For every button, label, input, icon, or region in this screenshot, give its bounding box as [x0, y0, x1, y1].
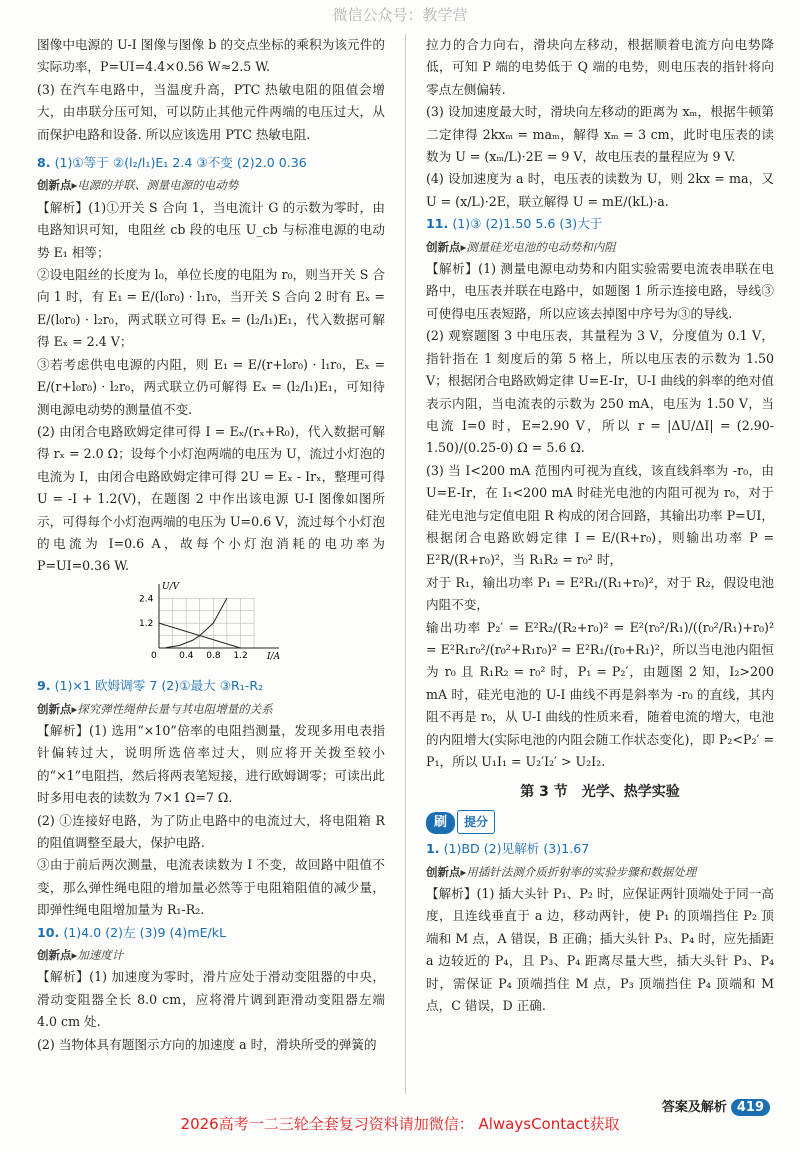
paragraph: ②设电阻丝的长度为 l₀，单位长度的电阻为 r₀，则当开关 S 合向 1 时，有 E₁ = E/(l₀r₀) · l₁r₀，当开关 S 合向 2 时有 Eₓ = E/(l₀r₀) · l₂r₀，两式联立可得 Eₓ = (l₂/l₁)E₁，代入数据可解得 Eₓ = 2.4 V； — [37, 267, 385, 350]
innovation-label: 创新点 — [37, 948, 72, 963]
question-number: 9. — [37, 678, 51, 694]
promo-footer: 2026高考一二三轮全套复习资料请加微信： AlwaysContact获取 — [180, 1115, 620, 1133]
paragraph: 【解析】(1) 测量电源电动势和内阻实验需要电流表串联在电路中，电压表并联在电路中，如题图 1 所示连接电路，导线③可使得电压表短路，所以应该去掉图中序号为③的导线. — [426, 261, 774, 321]
innovation-label: 创新点 — [37, 701, 72, 716]
y-tick-label: 1.2 — [139, 618, 154, 629]
paragraph: 【解析】(1)①开关 S 合向 1，当电流计 G 的示数为零时，由电路知识可知，电阻丝 cb 段的电压 U_cb 与标准电源的电动势 E₁ 相等； — [37, 199, 385, 260]
paragraph: ③若考虑供电电源的内阻，则 E₁ = E/(r+l₀r₀) · l₁r₀，Eₓ = E/(r+l₀r₀) · l₂r₀，两式联立仍可解得 Eₓ = (l₂/l₁)E₁，可知待测电源电动势的测量值不变. — [37, 356, 385, 417]
question-number: 1. — [426, 841, 440, 857]
x-tick-label: 0.4 — [179, 650, 194, 661]
question-number: 8. — [37, 155, 51, 171]
paragraph: 输出功率 P₂′ = E²R₂/(R₂+r₀)² = E²(r₀²/R₁)/((r₀²/R₁)+r₀)² = E²R₁r₀²/(r₀²+R₁r₀)² = E²R₁/(r₀+R₁)²，所以当电池内阻恒为 r₀ 且 R₁R₂ = r₀² 时，P₁ = P₂′，由题图 2 知，I₂>200 mA 时，硅光电池的 U-I 曲线不再是斜率为 -r₀ 的直线，其内阻不再是 r₀，从 U-I 曲线的性质来看，随着电流的增大，电池的内阻增大(实际电池的内阻会随工作状态变化)，即 P₂<P₂′ = P₁，所以 U₁I₁ = U₂′I₂′ > U₂I₂. — [426, 619, 774, 769]
y-tick-label: 2.4 — [139, 594, 154, 605]
paragraph: (3) 在汽车电路中，当温度升高，PTC 热敏电阻的阻值会增大，由串联分压可知，可以防止其他元件两端的电压过大，从而保护电路和设备. 所以应该选用 PTC 热敏电阻. — [37, 81, 385, 142]
innovation-text: ▸测量硅光电池的电动势和内阻 — [460, 239, 616, 254]
answer-line — [37, 922, 385, 944]
left-column — [37, 34, 385, 1056]
y-axis-label: U/V — [162, 581, 180, 592]
paragraph: (2) ①连接好电路，为了防止电路中的电流过大，将电阻箱 R 的阻值调整至最大，保护电路. — [37, 812, 385, 850]
answer-line — [37, 675, 385, 697]
answer-line — [37, 152, 385, 174]
paragraph: 图像中电源的 U-I 图像与图像 b 的交点坐标的乘积为该元件的实际功率，P=UI=4.4×0.56 W≈2.5 W. — [37, 37, 385, 75]
innovation-label: 创新点 — [426, 239, 461, 254]
innovation-point — [37, 698, 385, 720]
paragraph: (2) 观察题图 3 中电压表，其量程为 3 V，分度值为 0.1 V，指针指在 1 刻度后的第 5 格上，所以电压表的示数为 1.50 V；根据闭合电路欧姆定律 U=E-Ir，U-I 曲线的斜率的绝对值表示内阻，当电流表的示数为 250 mA，电压为 1.50 V，当电流 I=0 时，E=2.90 V，所以 r = |ΔU/ΔI| = (2.90-1.50)/(0.25-0) Ω = 5.6 Ω. — [426, 328, 774, 456]
badge-icon: 刷 — [426, 812, 455, 834]
innovation-text: ▸探究弹性绳伸长量与其电阻增量的关系 — [71, 701, 273, 716]
page-number: 419 — [731, 1099, 770, 1116]
answer-line — [426, 838, 774, 860]
column-divider — [405, 34, 406, 1094]
answer-line — [426, 213, 774, 235]
paragraph: (2) 由闭合电路欧姆定律可得 I = Eₓ/(rₓ+R₀)，代入数据可解得 rₓ = 2.0 Ω；设每个小灯泡两端的电压为 U，流过小灯泡的电流为 I，由闭合电路欧姆定律可得 2U = Eₓ - Irₓ，整理可得 U = -I + 1.2(V)，在题图 2 中作出该电源 U-I 图像如图所示，可得每个小灯泡两端的电压为 U=0.6 V，流过每个小灯泡的电流为 I=0.6 A，故每个小灯泡消耗的电功率为 P=UI=0.36 W. — [37, 423, 385, 574]
paragraph: ③由于前后两次测量，电流表读数为 I 不变，故回路中阻值不变，那么弹性绳电阻的增加量必然等于电阻箱阻值的减少量，即弹性绳电阻增加量为 R₁-R₂. — [37, 857, 385, 918]
ui-chart — [137, 580, 287, 666]
question-number: 11. — [426, 216, 449, 232]
chart-container — [137, 580, 385, 673]
section-label: 答案及解析 — [661, 1100, 727, 1115]
paragraph: (3) 设加速度最大时，滑块向左移动的距离为 xₘ，根据牛顿第二定律得 2kxₘ = maₘ，解得 xₘ = 3 cm，此时电压表的读数为 U = (xₘ/L)·2E = 9 V，故电压表的量程应为 9 V. — [426, 104, 774, 165]
paragraph: 【解析】(1) 选用“×10”倍率的电阻挡测量，发现多用电表指针偏转过大，说明所选倍率过大，则应将开关拨至较小的“×1”电阻挡，然后将两表笔短接，进行欧姆调零；可读出此时多用电表的读数为 7×1 Ω=7 Ω. — [37, 722, 385, 806]
watermark: 微信公众号：教学营 — [332, 6, 468, 24]
innovation-label: 创新点 — [37, 178, 72, 193]
answer-text: (1)BD (2)见解析 (3)1.67 — [443, 841, 590, 857]
badge-label: 提分 — [457, 810, 495, 834]
answer-text: (1)③ (2)1.50 5.6 (3)大于 — [452, 216, 603, 232]
innovation-point — [426, 861, 774, 883]
right-column — [426, 34, 774, 1017]
section-title: 第 3 节 光学、热学实验 — [520, 784, 680, 801]
origin-label: 0 — [151, 650, 157, 661]
paragraph: (3) 当 I<200 mA 范围内可视为直线，该直线斜率为 -r₀，由 U=E-Ir，在 I₁<200 mA 时硅光电池的内阻可视为 r₀，对于硅光电池与定值电阻 R 构成的闭合回路，其输出功率 P=UI，根据闭合电路欧姆定律 I = E/(R+r₀)，则输出功率 P = E²R/(R+r₀)²，当 R₁R₂ = r₀² 时， — [426, 462, 774, 568]
paragraph: (4) 设加速度为 a 时，电压表的读数为 U，则 2kx = ma，又 U = (x/L)·2E，联立解得 U = mE/(kL)·a. — [426, 171, 774, 209]
x-axis-label: I/A — [267, 651, 281, 662]
innovation-text: ▸电源的并联、测量电源的电动势 — [71, 178, 239, 193]
answer-text: (1)①等于 ②(l₂/l₁)E₁ 2.4 ③不变 (2)2.0 0.36 — [54, 155, 307, 171]
paragraph: 【解析】(1) 加速度为零时，滑片应处于滑动变阻器的中央，滑动变阻器全长 8.0 cm，应将滑片调到距滑动变阻器左端 4.0 cm 处. — [37, 969, 385, 1030]
paragraph: 对于 R₁，输出功率 P₁ = E²R₁/(R₁+r₀)²，对于 R₂，假设电池内阻不变， — [426, 574, 774, 613]
innovation-text: ▸加速度计 — [71, 948, 124, 963]
innovation-label: 创新点 — [426, 864, 461, 879]
innovation-point — [37, 944, 385, 966]
answer-text: (1)×1 欧姆调零 7 (2)①最大 ③R₁-R₂ — [54, 678, 264, 694]
paragraph: 【解析】(1) 插大头针 P₁、P₂ 时，应保证两针顶端处于同一高度，且连线垂直于 a 边，移动两针，使 P₁ 的顶端挡住 P₂ 顶端和 M 点，A 错误，B 正确；插大头针 P₃、P₄ 时，应先插距 a 边较近的 P₄，且 P₃、P₄ 距离尽量大些，插大头针 P₃、P₄ 时，需保证 P₄ 顶端挡住 M 点，P₃ 顶端挡住 P₄ 顶端和 M 点，C 错误，D 正确. — [426, 886, 774, 1014]
paragraph: 拉力的合力向右，滑块向左移动，根据顺着电流方向电势降低，可知 P 端的电势低于 Q 端的电势，则电压表的指针将向零点左侧偏转. — [426, 37, 774, 97]
section-badge — [426, 810, 774, 834]
paragraph: (2) 当物体具有题图示方向的加速度 a 时，滑块所受的弹簧的 — [37, 1036, 377, 1052]
question-number: 10. — [37, 924, 60, 940]
innovation-point — [37, 174, 385, 196]
x-tick-label: 1.2 — [233, 650, 248, 661]
innovation-text: ▸用插针法测介质折射率的实验步骤和数据处理 — [460, 864, 697, 879]
innovation-point — [426, 236, 774, 258]
x-tick-label: 0.8 — [206, 650, 221, 661]
answer-text: (1)4.0 (2)左 (3)9 (4)mE/kL — [63, 924, 227, 940]
